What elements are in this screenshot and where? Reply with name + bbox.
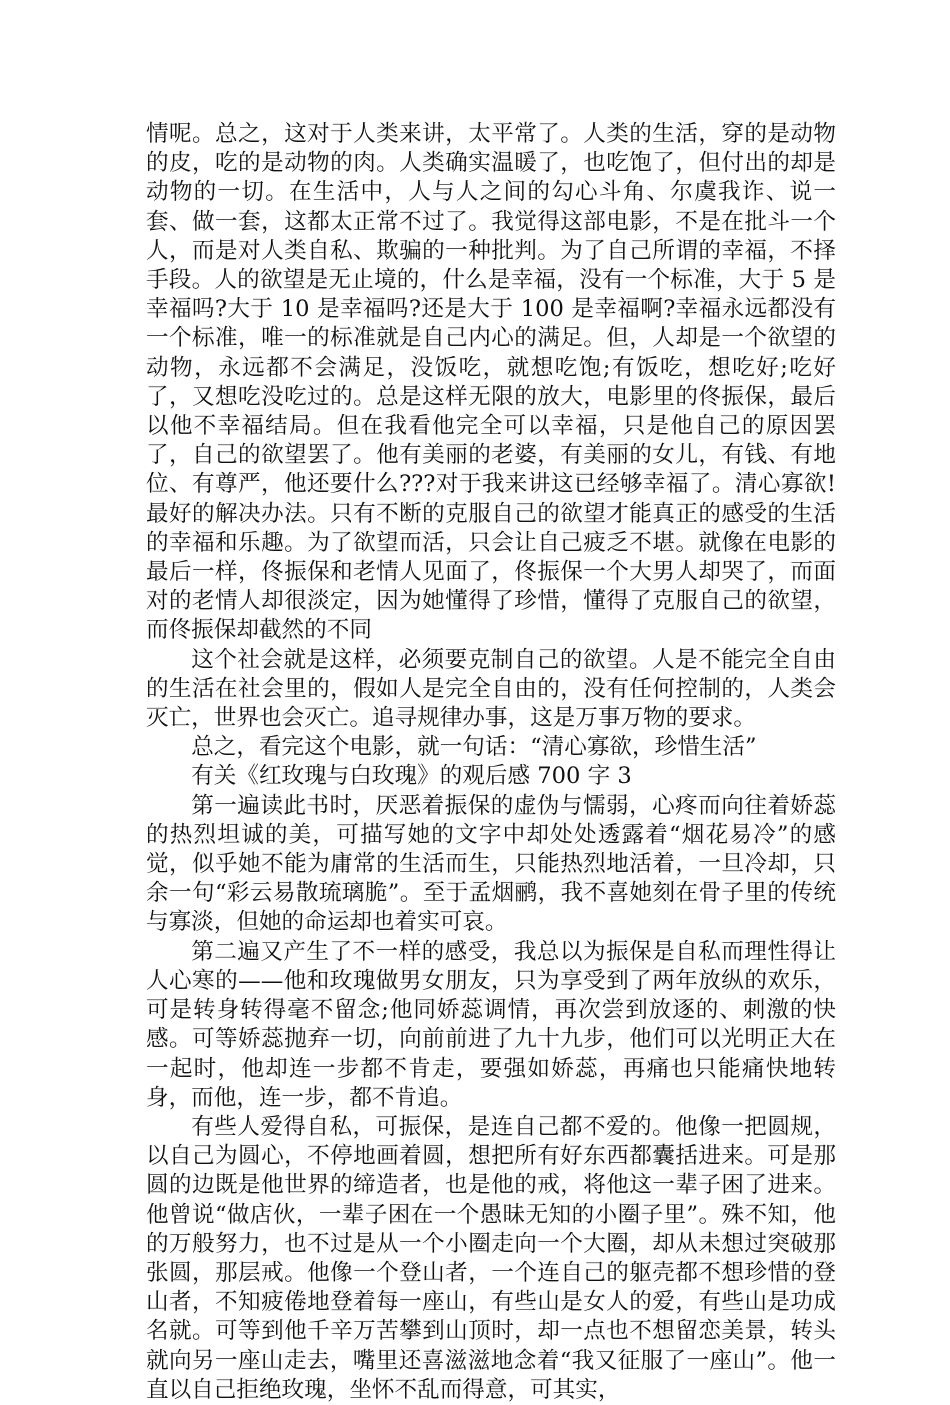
paragraph-5: 第二遍又产生了不一样的感受，我总以为振保是自私而理性得让人心寒的——他和玫瑰做男女朋友，只为享受到了两年放纵的欢乐，可是转身转得毫不留念;他同娇蕊调情，再次尝到放逐的、刺激的快感。可等娇蕊抛弃一切，向前前进了九十九步，他们可以光明正大在一起时，他却连一步都不肯走，要强如娇蕊，再痛也只能痛快地转身，而他，连一步，都不肯追。: [146, 938, 836, 1111]
paragraph-4: 第一遍读此书时，厌恶着振保的虚伪与懦弱，心疼而向往着娇蕊的热烈坦诚的美，可描写她的文字中却处处透露着“烟花易冷”的感觉，似乎她不能为庸常的生活而生，只能热烈地活着，一旦冷却，只余一句“彩云易散琉璃脆”。至于孟烟鹂，我不喜她刻在骨子里的传统与寡淡，但她的命运却也着实可哀。: [146, 792, 836, 936]
paragraph-3: 总之，看完这个电影，就一句话：“清心寡欲，珍惜生活”: [191, 734, 757, 761]
paragraph-1: 情呢。总之，这对于人类来讲，太平常了。人类的生活，穿的是动物的皮，吃的是动物的肉。人类确实温暖了，也吃饱了，但付出的却是动物的一切。在生活中，人与人之间的勾心斗角、尔虞我诈、说一套、做一套，这都太正常不过了。我觉得这部电影，不是在批斗一个人，而是对人类自私、欺骗的一种批判。为了自己所谓的幸福，不择手段。人的欲望是无止境的，什么是幸福，没有一个标准，大于 5 是幸福吗?大于 10 是幸福吗?还是大于 100 是幸福啊?幸福永远都没有一个标准，唯一的标准就是自己内心的满足。但，人却是一个欲望的动物，永远都不会满足，没饭吃，就想吃饱;有饭吃，想吃好;吃好了，又想吃没吃过的。总是这样无限的放大，电影里的佟振保，最后以他不幸福结局。但在我看他完全可以幸福，只是他自己的原因罢了，自己的欲望罢了。他有美丽的老婆，有美丽的女儿，有钱、有地位、有尊严，他还要什么???对于我来讲这已经够幸福了。清心寡欲!最好的解决办法。只有不断的克服自己的欲望才能真正的感受的生活的幸福和乐趣。为了欲望而活，只会让自己疲乏不堪。就像在电影的最后一样，佟振保和老情人见面了，佟振保一个大男人却哭了，而面对的老情人却很淡定，因为她懂得了珍惜，懂得了克服自己的欲望，而佟振保却截然的不同: [146, 121, 836, 644]
section-heading: 有关《红玫瑰与白玫瑰》的观后感 700 字 3: [191, 763, 632, 790]
document-body: [146, 120, 836, 1405]
paragraph-2: 这个社会就是这样，必须要克制自己的欲望。人是不能完全自由的生活在社会里的，假如人是完全自由的，没有任何控制的，人类会灭亡，世界也会灭亡。追寻规律办事，这是万事万物的要求。: [146, 646, 836, 732]
paragraph-6: 有些人爱得自私，可振保，是连自己都不爱的。他像一把圆规，以自己为圆心，不停地画着圆，想把所有好东西都囊括进来。可是那圆的边既是他世界的缔造者，也是他的戒，将他这一辈子困了进来。他曾说“做店伙，一辈子困在一个愚昧无知的小圈子里”。殊不知，他的万般努力，也不过是从一个小圈走向一个大圈，却从未想过突破那张圆，那层戒。他像一个登山者，一个连自己的躯壳都不想珍惜的登山者，不知疲倦地登着每一座山，有些山是女人的爱，有些山是功成名就。可等到他千辛万苦攀到山顶时，却一点也不想留恋美景，转头就向另一座山走去，嘴里还喜滋滋地念着“我又征服了一座山”。他一直以自己拒绝玫瑰，坐怀不乱而得意，可其实，: [146, 1113, 836, 1403]
